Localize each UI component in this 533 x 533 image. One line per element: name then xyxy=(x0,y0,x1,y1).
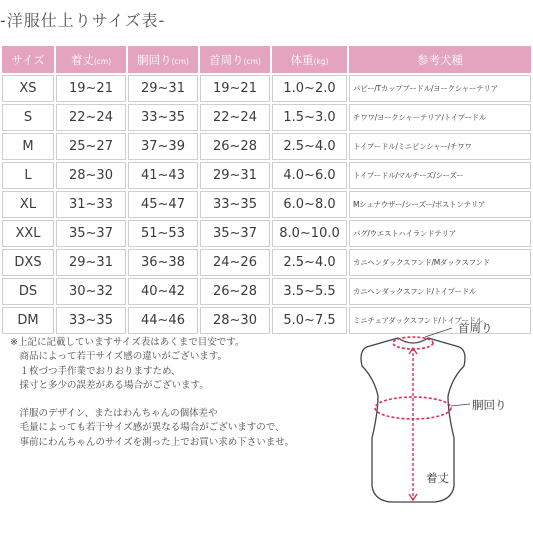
weight-cell: 6.0~8.0 xyxy=(272,191,347,218)
table-row xyxy=(2,104,531,131)
chest-cell: 51~53 xyxy=(128,220,198,247)
size-cell: XL xyxy=(2,191,54,218)
breed-cell: トイプードル/マルチーズ/シーズー xyxy=(349,162,531,189)
length-cell: 35~37 xyxy=(56,220,126,247)
header-breed: 参考犬種 xyxy=(349,46,531,73)
length-label: 着丈 xyxy=(426,471,449,485)
length-cell: 25~27 xyxy=(56,133,126,160)
weight-cell: 5.0~7.5 xyxy=(272,307,347,334)
weight-cell: 1.0~2.0 xyxy=(272,75,347,102)
neck-cell: 19~21 xyxy=(200,75,270,102)
header-size: サイズ xyxy=(2,46,54,73)
neck-cell: 28~30 xyxy=(200,307,270,334)
size-cell: L xyxy=(2,162,54,189)
page-title: -洋服仕上りサイズ表- xyxy=(0,11,166,30)
note-line: 毛量によっても若干サイズ感が異なる場合がございますので、 xyxy=(10,422,285,434)
breed-cell: ミニチュアダックスフンド/トイプードル xyxy=(349,307,531,334)
length-cell: 33~35 xyxy=(56,307,126,334)
breed-cell: トイプードル/ミニピンシャー/チワワ xyxy=(349,133,531,160)
length-cell: 31~33 xyxy=(56,191,126,218)
weight-cell: 4.0~6.0 xyxy=(272,162,347,189)
header-weight: 体重(kg) xyxy=(272,46,347,73)
weight-cell: 2.5~4.0 xyxy=(272,249,347,276)
weight-cell: 3.5~5.5 xyxy=(272,278,347,305)
breed-cell: パピー/Tカッププードル/ヨークシャーテリア xyxy=(349,75,531,102)
garment-diagram xyxy=(340,318,490,523)
size-table xyxy=(0,44,533,336)
neck-cell: 24~26 xyxy=(200,249,270,276)
neck-cell: 33~35 xyxy=(200,191,270,218)
weight-cell: 1.5~3.0 xyxy=(272,104,347,131)
neck-cell: 22~24 xyxy=(200,104,270,131)
neck-cell: 26~28 xyxy=(200,278,270,305)
breed-cell: チワワ/ヨークシャーテリア/トイプードル xyxy=(349,104,531,131)
size-cell: S xyxy=(2,104,54,131)
length-cell: 19~21 xyxy=(56,75,126,102)
length-cell: 22~24 xyxy=(56,104,126,131)
chest-cell: 29~31 xyxy=(128,75,198,102)
weight-cell: 8.0~10.0 xyxy=(272,220,347,247)
chest-cell: 41~43 xyxy=(128,162,198,189)
note-line: ※上記に記載していますサイズ表はあくまで目安です。 xyxy=(10,337,245,348)
note-line: 事前にわんちゃんのサイズを測った上でお買い求め下さいませ。 xyxy=(10,436,294,448)
note-line: 商品によって若干サイズ感の違いがございます。 xyxy=(10,351,227,363)
breed-cell: カニヘンダックスフンド/トイプードル xyxy=(349,278,531,305)
weight-cell: 2.5~4.0 xyxy=(272,133,347,160)
neck-label: 首周り xyxy=(458,321,493,335)
breed-cell: Mシュナウザー/シーズー/ボストンテリア xyxy=(349,191,531,218)
chest-cell: 44~46 xyxy=(128,307,198,334)
length-cell: 30~32 xyxy=(56,278,126,305)
table-row xyxy=(2,162,531,189)
table-row xyxy=(2,133,531,160)
length-cell: 28~30 xyxy=(56,162,126,189)
table-row xyxy=(2,249,531,276)
chest-label: 胴回り xyxy=(472,398,507,412)
chest-cell: 37~39 xyxy=(128,133,198,160)
note-line: 採寸と多少の誤差がある場合がございます。 xyxy=(10,379,209,391)
size-cell: DS xyxy=(2,278,54,305)
note-line: １枚づつ手作業でおりおりますため、 xyxy=(10,365,181,377)
table-row xyxy=(2,191,531,218)
table-row xyxy=(2,75,531,102)
size-cell: M xyxy=(2,133,54,160)
header-length: 着丈(cm) xyxy=(56,46,126,73)
header-chest: 胴回り(cm) xyxy=(128,46,198,73)
size-cell: DXS xyxy=(2,249,54,276)
neck-cell: 35~37 xyxy=(200,220,270,247)
neck-leader-line xyxy=(425,328,452,337)
neck-cell: 26~28 xyxy=(200,133,270,160)
chest-leader-line xyxy=(451,404,470,406)
table-row xyxy=(2,220,531,247)
header-neck: 首周り(cm) xyxy=(200,46,270,73)
neck-cell: 29~31 xyxy=(200,162,270,189)
chest-cell: 33~35 xyxy=(128,104,198,131)
size-cell: XXL xyxy=(2,220,54,247)
table-header-row xyxy=(2,46,531,73)
breed-cell: カニヘンダックスフンド/Mダックスフンド xyxy=(349,249,531,276)
chest-cell: 36~38 xyxy=(128,249,198,276)
size-cell: XS xyxy=(2,75,54,102)
notes xyxy=(10,336,360,450)
chest-cell: 40~42 xyxy=(128,278,198,305)
chest-cell: 45~47 xyxy=(128,191,198,218)
length-cell: 29~31 xyxy=(56,249,126,276)
note-line: 洋服のデザイン、またはわんちゃんの個体差や xyxy=(10,408,218,420)
size-cell: DM xyxy=(2,307,54,334)
breed-cell: パグ/ウエストハイランドテリア xyxy=(349,220,531,247)
table-row xyxy=(2,278,531,305)
